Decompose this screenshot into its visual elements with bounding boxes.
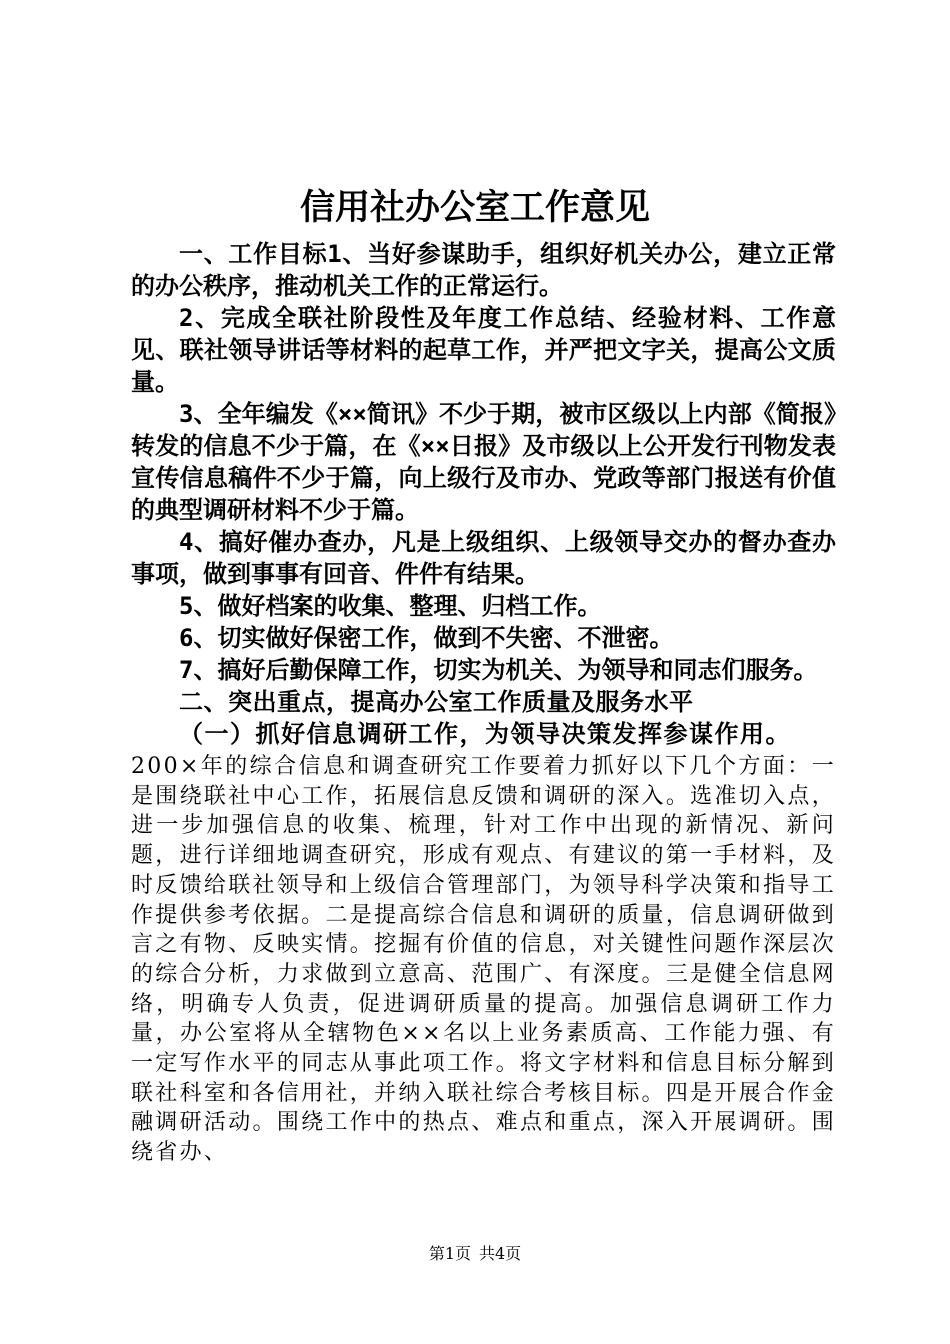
section-heading-2: 二、突出重点，提高办公室工作质量及服务水平	[179, 688, 694, 716]
paragraph-goal-1: 一、工作目标1、当好参谋助手，组织好机关办公，建立正常的办公秩序，推动机关工作的正常运行。	[131, 240, 836, 300]
paragraph-goal-3: 3、全年编发《××简讯》不少于期，被市区级以上内部《简报》转发的信息不少于篇，在《××日报》及市级以上公开发行刊物发表宣传信息稿件不少于篇，向上级行及市办、党政等部门报送有价值的典型调研材料不少于篇。	[131, 400, 836, 524]
paragraph-goal-4: 4、搞好催办查办，凡是上级组织、上级领导交办的督办查办事项，做到事事有回音、件件有结果。	[131, 528, 836, 588]
paragraph-goal-7: 7、搞好后勤保障工作，切实为机关、为领导和同志们服务。	[179, 656, 818, 684]
document-body	[131, 238, 836, 1168]
paragraph-goal-5: 5、做好档案的收集、整理、归档工作。	[179, 592, 602, 620]
subsection-heading-1: （一）抓好信息调研工作，为领导决策发挥参谋作用。	[179, 720, 791, 748]
paragraph-goal-2: 2、完成全联社阶段性及年度工作总结、经验材料、工作意见、联社领导讲话等材料的起草工作，并严把文字关，提高公文质量。	[131, 304, 836, 396]
paragraph-goal-6: 6、切实做好保密工作，做到不失密、不泄密。	[179, 624, 674, 652]
paragraph-research-work: 200×年的综合信息和调查研究工作要着力抓好以下几个方面：一是围绕联社中心工作，拓展信息反馈和调研的深入。选准切入点，进一步加强信息的收集、梳理，针对工作中出现的新情况、新问题，进行详细地调查研究，形成有观点、有建议的第一手材料，及时反馈给联社领导和上级信合管理部门，为领导科学决策和指导工作提供参考依据。二是提高综合信息和调研的质量，信息调研做到言之有物、反映实情。挖掘有价值的信息，对关键性问题作深层次的综合分析，力求做到立意高、范围广、有深度。三是健全信息网络，明确专人负责，促进调研质量的提高。加强信息调研工作力量，办公室将从全辖物色××名以上业务素质高、工作能力强、有一定写作水平的同志从事此项工作。将文字材料和信息目标分解到联社科室和各信用社，并纳入联社综合考核目标。四是开展合作金融调研活动。围绕工作中的热点、难点和重点，深入开展调研。围绕省办、	[131, 754, 836, 1166]
page-number: 第1页	[428, 1244, 471, 1263]
document-title: 信用社办公室工作意见	[299, 187, 650, 228]
page-footer	[0, 1244, 950, 1264]
page-total: 共4页	[479, 1244, 522, 1263]
